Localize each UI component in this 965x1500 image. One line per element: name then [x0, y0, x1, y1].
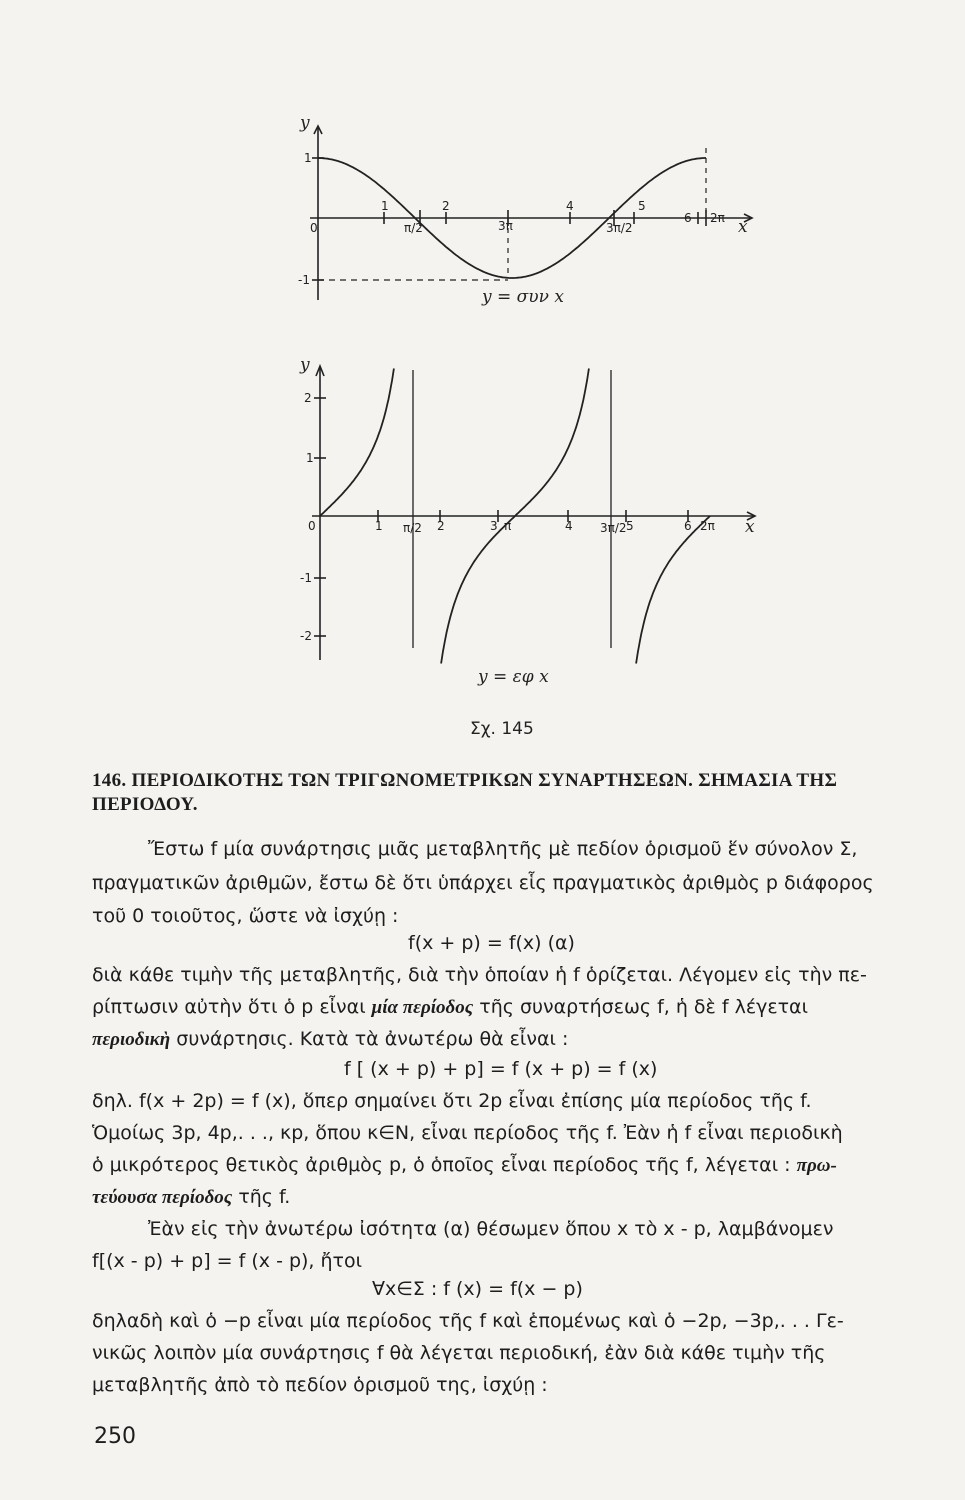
cos-x-tick-3pi: 3π — [498, 219, 513, 233]
equation-b: f [ (x + p) + p] = f (x + p) = f (x) — [344, 1058, 658, 1080]
cos-caption: y = συν x — [482, 287, 564, 307]
para-line-8: Ὁμοίως 3p, 4p,. . ., κp, ὅπου κ∈N, εἶναι περίοδος τῆς f. Ἐὰν ἡ f εἶναι περιοδικὴ — [92, 1122, 843, 1144]
cos-x-tick-6: 6 — [684, 211, 692, 225]
cos-x-tick-2pi: 2π — [710, 211, 725, 225]
text-run: τῆς f. — [238, 1186, 291, 1208]
cos-y-tick-minus1: -1 — [298, 273, 310, 287]
para-line-3: τοῦ 0 τοιοῦτος, ὥστε νὰ ἰσχύῃ : — [92, 905, 399, 927]
tan-y-tick-2: 2 — [304, 391, 312, 405]
text-run: τῆς συναρτήσεως f, ἡ δὲ f λέγεται — [479, 996, 808, 1018]
tan-x-tick-6: 6 — [684, 519, 692, 533]
cos-x-tick-3pi2: 3π/2 — [606, 221, 633, 235]
para-line-7: δηλ. f(x + 2p) = f (x), ὅπερ σημαίνει ὅτι 2p εἶναι ἐπίσης μία περίοδος τῆς f. — [92, 1090, 812, 1112]
para-line-11: Ἐὰν εἰς τὴν ἀνωτέρω ἰσότητα (α) θέσωμεν ὅπου x τὸ x - p, λαμβάνομεν — [148, 1218, 834, 1240]
equation-c: ∀x∈Σ : f (x) = f(x − p) — [372, 1278, 583, 1300]
para-line-10 — [92, 1188, 290, 1207]
tan-y-label: y — [300, 355, 310, 375]
text-run: ρίπτωσιν αὐτὴν ὅτι ὁ p εἶναι — [92, 996, 366, 1018]
cos-y-tick-0: 0 — [310, 221, 318, 235]
para-line-1: Ἔστω f μία συνάρτησις μιᾶς μεταβλητῆς μὲ πεδίον ὁρισμοῦ ἕν σύνολον Σ, — [148, 838, 858, 860]
para-line-2: πραγματικῶν ἀριθμῶν, ἔστω δὲ ὅτι ὑπάρχει εἷς πραγματικὸς ἀριθμὸς p διάφορος — [92, 872, 874, 894]
term-prime-period-part1: πρω- — [796, 1155, 837, 1176]
tan-x-tick-4: 4 — [565, 519, 573, 533]
para-line-12: f[(x - p) + p] = f (x - p), ἤτοι — [92, 1250, 363, 1272]
term-prime-period-part2: τεύουσα περίοδος — [92, 1187, 233, 1208]
cos-y-tick-1: 1 — [304, 151, 312, 165]
tan-y-tick-minus1: -1 — [300, 571, 312, 585]
tan-x-tick-2: 2 — [437, 519, 445, 533]
cos-y-label: y — [300, 113, 310, 133]
para-line-5 — [92, 998, 808, 1017]
term-period: μία περίοδος — [371, 997, 474, 1018]
section-heading-line1: 146. ΠΕΡΙΟΔΙΚΟΤΗΣ ΤΩΝ ΤΡΙΓΩΝΟΜΕΤΡΙΚΩΝ ΣΥΝΑΡΤΗΣΕΩΝ. ΣΗΜΑΣΙΑ ΤΗΣ — [92, 770, 838, 791]
tan-caption: y = εφ x — [478, 667, 549, 687]
tan-x-tick-pi2: π/2 — [403, 521, 422, 535]
section-heading-line2: ΠΕΡΙΟΔΟΥ. — [92, 794, 198, 815]
tan-x-tick-pi: π — [504, 519, 512, 533]
text-run: συνάρτησις. Κατὰ τὰ ἀνωτέρω θὰ εἶναι : — [176, 1028, 569, 1050]
cos-x-tick-5: 5 — [638, 199, 646, 213]
para-line-15: μεταβλητῆς ἀπὸ τὸ πεδίον ὁρισμοῦ της, ἰσχύῃ : — [92, 1374, 548, 1396]
term-periodic: περιοδικὴ — [92, 1029, 171, 1050]
tan-x-tick-1: 1 — [375, 519, 383, 533]
tan-y-tick-0: 0 — [308, 519, 316, 533]
equation-a: f(x + p) = f(x) (α) — [408, 932, 575, 954]
text-run: ὁ μικρότερος θετικὸς ἀριθμὸς p, ὁ ὁποῖος εἶναι περίοδος τῆς f, λέγεται : — [92, 1154, 791, 1176]
tan-y-tick-1: 1 — [306, 451, 314, 465]
cos-x-label: x — [738, 217, 748, 237]
cos-x-tick-1: 1 — [381, 199, 389, 213]
para-line-13: δηλαδὴ καὶ ὁ −p εἶναι μία περίοδος τῆς f καὶ ἑπομένως καὶ ὁ −2p, −3p,. . . Γε- — [92, 1310, 844, 1332]
cos-x-tick-4: 4 — [566, 199, 574, 213]
tan-x-label: x — [745, 517, 755, 537]
para-line-4: διὰ κάθε τιμὴν τῆς μεταβλητῆς, διὰ τὴν ὁποίαν ἡ f ὁρίζεται. Λέγομεν εἰς τὴν πε- — [92, 964, 867, 986]
tan-x-tick-3: 3 — [490, 519, 498, 533]
figure-caption: Σχ. 145 — [470, 719, 534, 739]
tan-x-tick-3pi2: 3π/2 — [600, 521, 627, 535]
para-line-9 — [92, 1156, 837, 1175]
cos-x-tick-pi2: π/2 — [404, 221, 423, 235]
tan-x-tick-5: 5 — [626, 519, 634, 533]
para-line-14: νικῶς λοιπὸν μία συνάρτησις f θὰ λέγεται περιοδική, ἐὰν διὰ κάθε τιμὴν τῆς — [92, 1342, 826, 1364]
tan-x-tick-2pi: 2π — [700, 519, 715, 533]
para-line-6 — [92, 1030, 568, 1049]
cos-x-tick-2: 2 — [442, 199, 450, 213]
page-number: 250 — [94, 1424, 136, 1449]
tan-y-tick-minus2: -2 — [300, 629, 312, 643]
